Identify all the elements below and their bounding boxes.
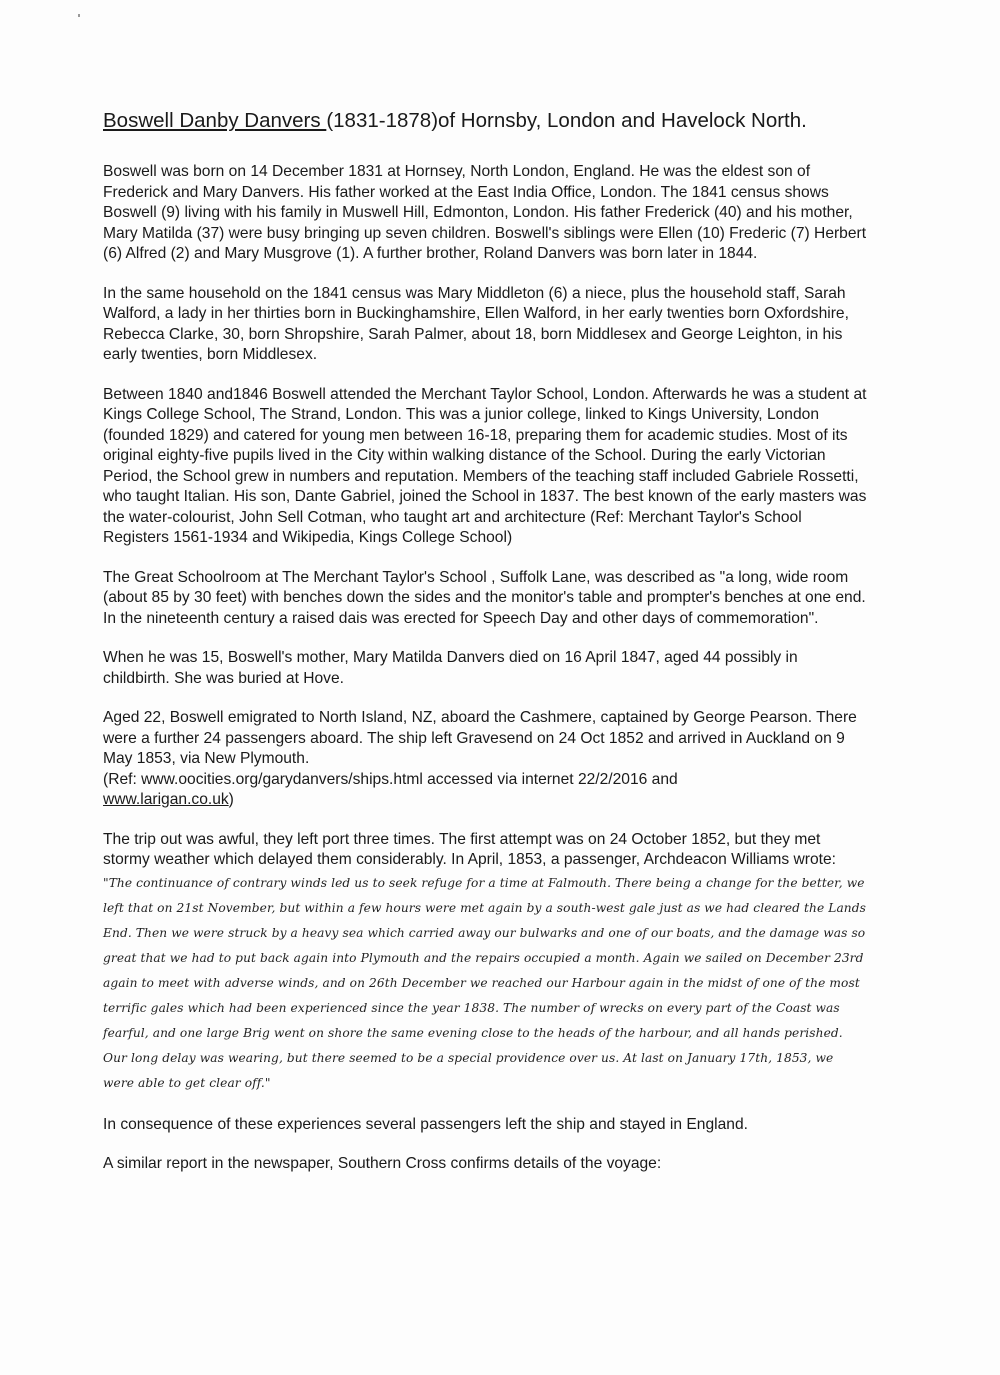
reference-link[interactable]: www.larigan.co.uk [103,791,229,808]
title-name: Boswell Danby Danvers [103,109,327,132]
scan-speck [78,14,80,17]
paragraph-emigration [103,708,868,811]
paragraph-voyage [103,830,868,1096]
paragraph-schooling: Between 1840 and1846 Boswell attended the Merchant Taylor School, London. Afterwards he was a student at Kings College School, The Strand, London. This was a junior college, linked to Kings University, London (founded 1829) and catered for young men between 16-18, preparing them for academic studies. Most of its original eighty-five pupils lived in the City within walking distance of the School. During the early Victorian Period, the School grew in numbers and reputation. Members of the teaching staff included Gabriele Rossetti, who taught Italian. His son, Dante Gabriel, joined the School in 1837. The best known of the early masters was the water-colourist, John Sell Cotman, who taught art and architecture (Ref: Merchant Taylor's School Registers 1561-1934 and Wikipedia, Kings College School) [103,385,867,546]
reference-close: ) [228,791,234,808]
emigration-reference: (Ref: www.oocities.org/garydanvers/ships.html accessed via internet 22/2/2016 and [103,770,678,788]
voyage-text: The trip out was awful, they left port three times. The first attempt was on 24 October 1852, but they met stormy weather which delayed them considerably. In April, 1853, a passenger, Archdeacon Williams wrote: [103,830,836,868]
paragraph-birth: Boswell was born on 14 December 1831 at Hornsey, North London, England. He was the eldest son of Frederick and Mary Danvers. His father worked at the East India Office, London. The 1841 census shows Boswell (9) living with his family in Muswell Hill, Edmonton, London. His father Frederick (40) and his mother, Mary Matilda (37) were busy bringing up seven children. Boswell's siblings were Ellen (10) Frederic (7) Herbert (6) Alfred (2) and Mary Musgrove (1). A further brother, Roland Danvers was born later in 1844. [103,163,867,262]
paragraph-schoolroom: The Great Schoolroom at The Merchant Taylor's School , Suffolk Lane, was described as "a long, wide room (about 85 by 30 feet) with benches down the sides and the monitor's table and prompter's benches at one end. In the nineteenth century a raised dais was erected for Speech Day and other days of commemoration". [103,568,866,627]
paragraph-consequence: In consequence of these experiences several passengers left the ship and stayed in England. [103,1115,748,1133]
paragraph-newspaper: A similar report in the newspaper, Southern Cross confirms details of the voyage: [103,1155,662,1172]
document-title [103,108,868,134]
title-rest: (1831-1878)of Hornsby, London and Havelock North. [326,109,807,132]
document-body [103,108,868,1194]
paragraph-household: In the same household on the 1841 census was Mary Middleton (6) a niece, plus the household staff, Sarah Walford, a lady in her thirties born in Buckinghamshire, Ellen Walford, in her early twenties born Oxfordshire, Rebecca Clarke, 30, born Shropshire, Sarah Palmer, about 18, born Middlesex and George Leighton, in his early twenties, born Middlesex. [103,284,849,363]
emigration-text: Aged 22, Boswell emigrated to North Island, NZ, aboard the Cashmere, captained by George Pearson. There were a further 24 passengers aboard. The ship left Gravesend on 24 Oct 1852 and arrived in Auckland on 9 May 1853, via New Plymouth. [103,709,857,767]
paragraph-mother-death: When he was 15, Boswell's mother, Mary Matilda Danvers died on 16 April 1847, aged 44 possibly in childbirth. She was buried at Hove. [103,649,798,687]
voyage-quote: "The continuance of contrary winds led us to seek refuge for a time at Falmouth. There being a change for the better, we left that on 21st November, but within a few hours were met again by a south-west gale just as we had cleared the Lands End. Then we were struck by a heavy sea which carried away our bulwarks and one of our boats, and the damage was so great that we had to put back again into Plymouth and the repairs occupied a month. Again we sailed on December 23rd again to meet with adverse winds, and on 26th December we reached our Harbour again in the midst of one of the most terrific gales which had been experienced since the year 1838. The number of wrecks on every part of the Coast was fearful, and one large Brig went on shore the same evening close to the heads of the harbour, and all hands perished. Our long delay was wearing, but there seemed to be a special providence over us. At last on January 17th, 1853, we were able to get clear off." [103,875,867,1090]
